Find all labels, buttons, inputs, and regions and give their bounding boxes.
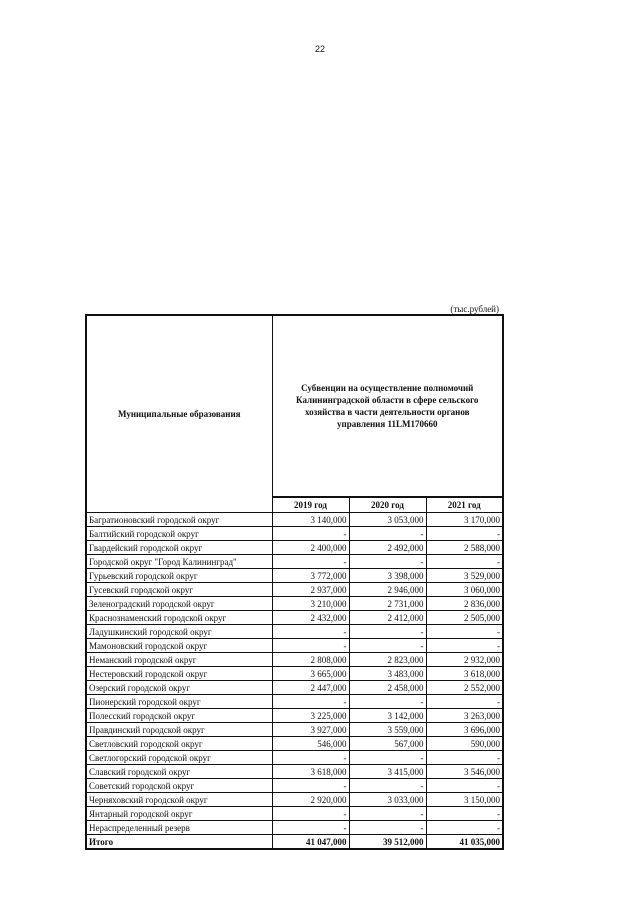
value-2020: 39 512,000 xyxy=(349,835,426,850)
value-2019: - xyxy=(272,821,349,835)
table-row xyxy=(86,681,503,695)
table-row xyxy=(86,625,503,639)
value-2021: - xyxy=(426,555,503,569)
municipality-name: Балтийский городской округ xyxy=(86,527,272,541)
value-2019: - xyxy=(272,695,349,709)
value-2019: 546,000 xyxy=(272,737,349,751)
table-row xyxy=(86,541,503,555)
value-2020: - xyxy=(349,821,426,835)
municipality-name: Черняховский городской округ xyxy=(86,793,272,807)
value-2020: 2 458,000 xyxy=(349,681,426,695)
header-subvention: Субвенции на осуществление полномочий Калининградской области в сфере сельского хозяйства в части деятельности органов управления 11LM170660 xyxy=(272,315,503,497)
municipality-name: Славский городской округ xyxy=(86,765,272,779)
value-2021: 2 505,000 xyxy=(426,611,503,625)
table-body xyxy=(86,513,503,850)
municipality-name: Неманский городской округ xyxy=(86,653,272,667)
municipality-name: Гурьевский городской округ xyxy=(86,569,272,583)
municipality-name: Светловский городской округ xyxy=(86,737,272,751)
value-2020: - xyxy=(349,527,426,541)
value-2019: - xyxy=(272,527,349,541)
value-2021: 3 170,000 xyxy=(426,513,503,527)
municipality-name: Советский городской округ xyxy=(86,779,272,793)
value-2020: - xyxy=(349,779,426,793)
municipality-name: Гвардейский городской округ xyxy=(86,541,272,555)
value-2020: - xyxy=(349,807,426,821)
municipality-name: Правдинский городской округ xyxy=(86,723,272,737)
value-2021: - xyxy=(426,695,503,709)
value-2021: - xyxy=(426,779,503,793)
municipality-name: Озерский городской округ xyxy=(86,681,272,695)
value-2019: 3 772,000 xyxy=(272,569,349,583)
value-2020: 3 415,000 xyxy=(349,765,426,779)
municipality-name: Пионерский городской округ xyxy=(86,695,272,709)
value-2021: - xyxy=(426,751,503,765)
value-2021: 3 263,000 xyxy=(426,709,503,723)
table-row xyxy=(86,765,503,779)
value-2021: 41 035,000 xyxy=(426,835,503,850)
municipality-name: Светлогорский городской округ xyxy=(86,751,272,765)
value-2020: - xyxy=(349,625,426,639)
table-row xyxy=(86,695,503,709)
value-2021: 590,000 xyxy=(426,737,503,751)
table-row xyxy=(86,583,503,597)
value-2020: 3 053,000 xyxy=(349,513,426,527)
municipality-name: Городской округ "Город Калининград" xyxy=(86,555,272,569)
value-2019: 2 808,000 xyxy=(272,653,349,667)
table-row xyxy=(86,807,503,821)
value-2019: 2 937,000 xyxy=(272,583,349,597)
value-2019: - xyxy=(272,807,349,821)
value-2021: 3 150,000 xyxy=(426,793,503,807)
value-2020: 3 033,000 xyxy=(349,793,426,807)
table-row xyxy=(86,653,503,667)
municipality-name: Полесский городской округ xyxy=(86,709,272,723)
value-2020: 3 483,000 xyxy=(349,667,426,681)
value-2019: 3 225,000 xyxy=(272,709,349,723)
value-2020: 2 731,000 xyxy=(349,597,426,611)
value-2019: - xyxy=(272,779,349,793)
value-2020: 567,000 xyxy=(349,737,426,751)
value-2020: - xyxy=(349,751,426,765)
municipality-name: Зеленоградский городской округ xyxy=(86,597,272,611)
municipality-name: Янтарный городской округ xyxy=(86,807,272,821)
table-row xyxy=(86,527,503,541)
table-row xyxy=(86,751,503,765)
subvention-table xyxy=(85,314,504,850)
header-year-2020: 2020 год xyxy=(349,497,426,513)
value-2020: 3 142,000 xyxy=(349,709,426,723)
municipality-name: Мамоновский городской округ xyxy=(86,639,272,653)
value-2021: - xyxy=(426,807,503,821)
value-2019: 41 047,000 xyxy=(272,835,349,850)
table-row xyxy=(86,667,503,681)
value-2019: - xyxy=(272,639,349,653)
table-row xyxy=(86,555,503,569)
value-2019: 3 618,000 xyxy=(272,765,349,779)
table-row xyxy=(86,793,503,807)
value-2021: 3 529,000 xyxy=(426,569,503,583)
value-2021: 2 552,000 xyxy=(426,681,503,695)
table-row xyxy=(86,611,503,625)
value-2019: 3 140,000 xyxy=(272,513,349,527)
value-2021: - xyxy=(426,527,503,541)
value-2021: 3 546,000 xyxy=(426,765,503,779)
table-row xyxy=(86,821,503,835)
value-2020: 2 946,000 xyxy=(349,583,426,597)
value-2019: - xyxy=(272,751,349,765)
total-row xyxy=(86,835,503,850)
value-2021: 3 696,000 xyxy=(426,723,503,737)
municipality-name: Багратионовский городской округ xyxy=(86,513,272,527)
units-label: (тыс.рублей) xyxy=(450,304,499,314)
value-2021: 3 060,000 xyxy=(426,583,503,597)
table-row xyxy=(86,737,503,751)
municipality-name: Нестеровский городской округ xyxy=(86,667,272,681)
value-2020: - xyxy=(349,695,426,709)
municipality-name: Ладушкинский городской округ xyxy=(86,625,272,639)
value-2020: 2 492,000 xyxy=(349,541,426,555)
table-row xyxy=(86,569,503,583)
municipality-name: Нераспределенный резерв xyxy=(86,821,272,835)
value-2019: - xyxy=(272,555,349,569)
value-2019: - xyxy=(272,625,349,639)
value-2019: 3 210,000 xyxy=(272,597,349,611)
value-2019: 2 432,000 xyxy=(272,611,349,625)
value-2020: - xyxy=(349,555,426,569)
value-2021: 3 618,000 xyxy=(426,667,503,681)
table-row xyxy=(86,779,503,793)
value-2021: 2 588,000 xyxy=(426,541,503,555)
municipality-name: Гусевский городской округ xyxy=(86,583,272,597)
municipality-name: Краснознаменский городской округ xyxy=(86,611,272,625)
value-2020: - xyxy=(349,639,426,653)
value-2020: 3 559,000 xyxy=(349,723,426,737)
page-number: 22 xyxy=(314,44,325,54)
value-2021: 2 932,000 xyxy=(426,653,503,667)
value-2020: 2 412,000 xyxy=(349,611,426,625)
value-2021: - xyxy=(426,821,503,835)
value-2021: - xyxy=(426,639,503,653)
value-2021: - xyxy=(426,625,503,639)
value-2019: 3 665,000 xyxy=(272,667,349,681)
value-2019: 2 447,000 xyxy=(272,681,349,695)
header-municipality: Муниципальные образования xyxy=(86,315,272,513)
value-2019: 2 920,000 xyxy=(272,793,349,807)
value-2021: 2 836,000 xyxy=(426,597,503,611)
value-2019: 3 927,000 xyxy=(272,723,349,737)
value-2020: 3 398,000 xyxy=(349,569,426,583)
header-year-2019: 2019 год xyxy=(272,497,349,513)
table-row xyxy=(86,723,503,737)
table-row xyxy=(86,639,503,653)
header-year-2021: 2021 год xyxy=(426,497,503,513)
value-2020: 2 823,000 xyxy=(349,653,426,667)
table-row xyxy=(86,513,503,527)
table-row xyxy=(86,709,503,723)
value-2019: 2 400,000 xyxy=(272,541,349,555)
table-row xyxy=(86,597,503,611)
total-label: Итого xyxy=(86,835,272,850)
